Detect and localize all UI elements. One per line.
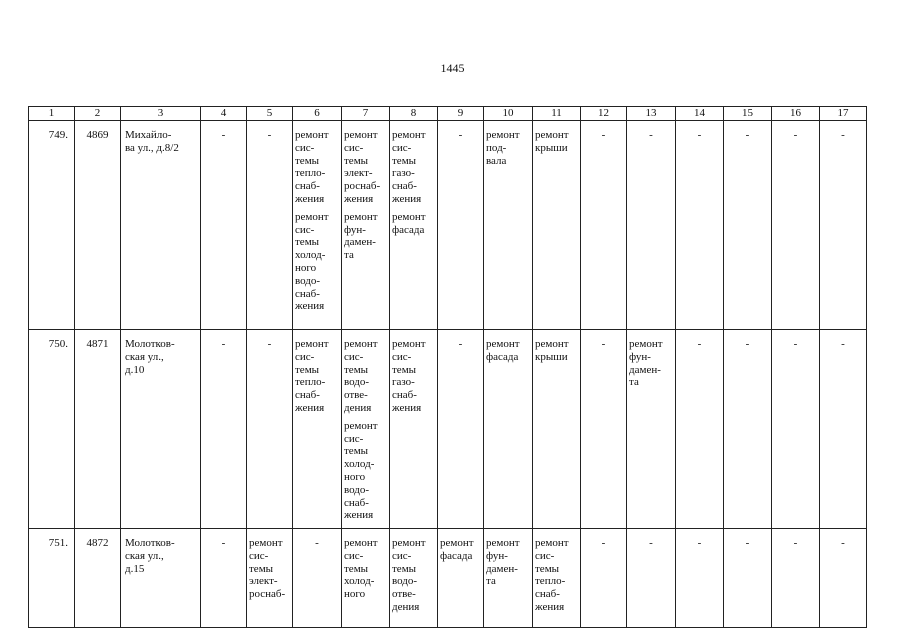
work-cell — [342, 529, 390, 628]
column-number-header: 5 — [247, 107, 293, 121]
work-cell — [390, 529, 438, 628]
dash-mark: - — [267, 338, 272, 350]
work-item: ремонт сис- темы тепло- снаб- жения — [535, 537, 569, 613]
column-number-header: 14 — [676, 107, 724, 121]
empty-cell — [676, 529, 724, 628]
work-cell — [484, 121, 533, 330]
empty-cell — [438, 330, 484, 529]
address-cell: Молотков- ская ул., д.15 — [121, 529, 201, 628]
dash-mark: - — [601, 537, 606, 549]
empty-cell — [581, 121, 627, 330]
dash-mark: - — [793, 537, 798, 549]
column-number-header: 15 — [724, 107, 772, 121]
repair-schedule-table — [28, 106, 867, 628]
work-item: ремонт фун- дамен- та — [629, 338, 663, 389]
empty-cell — [247, 330, 293, 529]
empty-cell — [627, 121, 676, 330]
empty-cell — [772, 121, 820, 330]
column-number-row — [29, 107, 867, 121]
work-cell — [627, 330, 676, 529]
work-item: ремонт сис- темы холод- ного водо- снаб- жения — [344, 419, 378, 522]
work-item: ремонт сис- темы элект- роснаб- жения — [344, 129, 381, 205]
dash-mark: - — [267, 129, 272, 141]
table-container — [28, 106, 866, 613]
empty-cell — [772, 330, 820, 529]
column-number-header: 8 — [390, 107, 438, 121]
work-item: ремонт сис- темы элект- роснаб- — [249, 537, 286, 601]
empty-cell — [676, 330, 724, 529]
work-item: ремонт сис- темы водо- отве- дения — [344, 338, 378, 414]
dash-mark: - — [745, 338, 750, 350]
empty-cell — [676, 121, 724, 330]
dash-mark: - — [841, 537, 845, 549]
building-code-cell: 4869 — [75, 121, 121, 330]
dash-mark: - — [697, 338, 702, 350]
work-item: ремонт под- вала — [486, 129, 520, 167]
empty-cell — [293, 529, 342, 628]
dash-mark: - — [458, 338, 463, 350]
dash-mark: - — [649, 129, 653, 141]
empty-cell — [820, 330, 867, 529]
work-cell — [342, 330, 390, 529]
row-number-cell: 749. — [29, 121, 75, 330]
empty-cell — [247, 121, 293, 330]
column-number-header: 2 — [75, 107, 121, 121]
work-item: ремонт фасада — [486, 338, 520, 363]
dash-mark: - — [458, 129, 463, 141]
work-item: ремонт фун- дамен- та — [344, 210, 378, 262]
empty-cell — [627, 529, 676, 628]
work-cell — [390, 330, 438, 529]
empty-cell — [201, 330, 247, 529]
work-cell — [533, 330, 581, 529]
work-item: ремонт фасада — [440, 537, 474, 562]
empty-cell — [772, 529, 820, 628]
work-item: ремонт фун- дамен- та — [486, 537, 520, 588]
empty-cell — [724, 330, 772, 529]
dash-mark: - — [315, 537, 319, 549]
work-cell — [342, 121, 390, 330]
work-cell — [484, 529, 533, 628]
empty-cell — [820, 529, 867, 628]
row-number-cell: 751. — [29, 529, 75, 628]
work-cell — [533, 529, 581, 628]
dash-mark: - — [697, 129, 702, 141]
work-item: ремонт сис- темы газо- снаб- жения — [392, 129, 426, 205]
dash-mark: - — [649, 537, 653, 549]
column-number-header: 10 — [484, 107, 533, 121]
dash-mark: - — [697, 537, 702, 549]
table-row — [29, 330, 867, 529]
dash-mark: - — [601, 129, 606, 141]
work-cell — [390, 121, 438, 330]
column-number-header: 3 — [121, 107, 201, 121]
row-number-cell: 750. — [29, 330, 75, 529]
address-cell: Молотков- ская ул., д.10 — [121, 330, 201, 529]
column-number-header: 1 — [29, 107, 75, 121]
dash-mark: - — [793, 129, 798, 141]
dash-mark: - — [601, 338, 606, 350]
page-number: 1445 — [440, 61, 465, 75]
dash-mark: - — [221, 129, 226, 141]
work-item: ремонт крыши — [535, 129, 569, 154]
empty-cell — [820, 121, 867, 330]
column-number-header: 12 — [581, 107, 627, 121]
empty-cell — [724, 529, 772, 628]
column-number-header: 9 — [438, 107, 484, 121]
building-code-cell: 4872 — [75, 529, 121, 628]
dash-mark: - — [841, 129, 845, 141]
dash-mark: - — [221, 537, 226, 549]
dash-mark: - — [745, 537, 750, 549]
work-cell — [484, 330, 533, 529]
work-cell — [438, 529, 484, 628]
table-row — [29, 121, 867, 330]
column-number-header: 17 — [820, 107, 867, 121]
work-item: ремонт сис- темы тепло- снаб- жения — [295, 338, 329, 414]
work-item: ремонт сис- темы холод- ного — [344, 537, 378, 601]
empty-cell — [201, 121, 247, 330]
work-item: ремонт сис- темы водо- отве- дения — [392, 537, 426, 613]
column-number-header: 7 — [342, 107, 390, 121]
column-number-header: 16 — [772, 107, 820, 121]
empty-cell — [724, 121, 772, 330]
column-number-header: 13 — [627, 107, 676, 121]
work-item: ремонт фасада — [392, 210, 426, 236]
work-cell — [293, 121, 342, 330]
work-item: ремонт крыши — [535, 338, 569, 363]
dash-mark: - — [793, 338, 798, 350]
building-code-cell: 4871 — [75, 330, 121, 529]
work-cell — [533, 121, 581, 330]
table-body — [29, 121, 867, 628]
table-row — [29, 529, 867, 628]
dash-mark: - — [745, 129, 750, 141]
empty-cell — [201, 529, 247, 628]
work-item: ремонт сис- темы газо- снаб- жения — [392, 338, 426, 414]
column-number-header: 4 — [201, 107, 247, 121]
work-cell — [293, 330, 342, 529]
empty-cell — [581, 529, 627, 628]
work-item: ремонт сис- темы холод- ного водо- снаб- жения — [295, 210, 329, 313]
empty-cell — [581, 330, 627, 529]
work-item: ремонт сис- темы тепло- снаб- жения — [295, 129, 329, 205]
column-number-header: 11 — [533, 107, 581, 121]
empty-cell — [438, 121, 484, 330]
dash-mark: - — [221, 338, 226, 350]
dash-mark: - — [841, 338, 845, 350]
work-cell — [247, 529, 293, 628]
address-cell: Михайло- ва ул., д.8/2 — [121, 121, 201, 330]
column-number-header: 6 — [293, 107, 342, 121]
